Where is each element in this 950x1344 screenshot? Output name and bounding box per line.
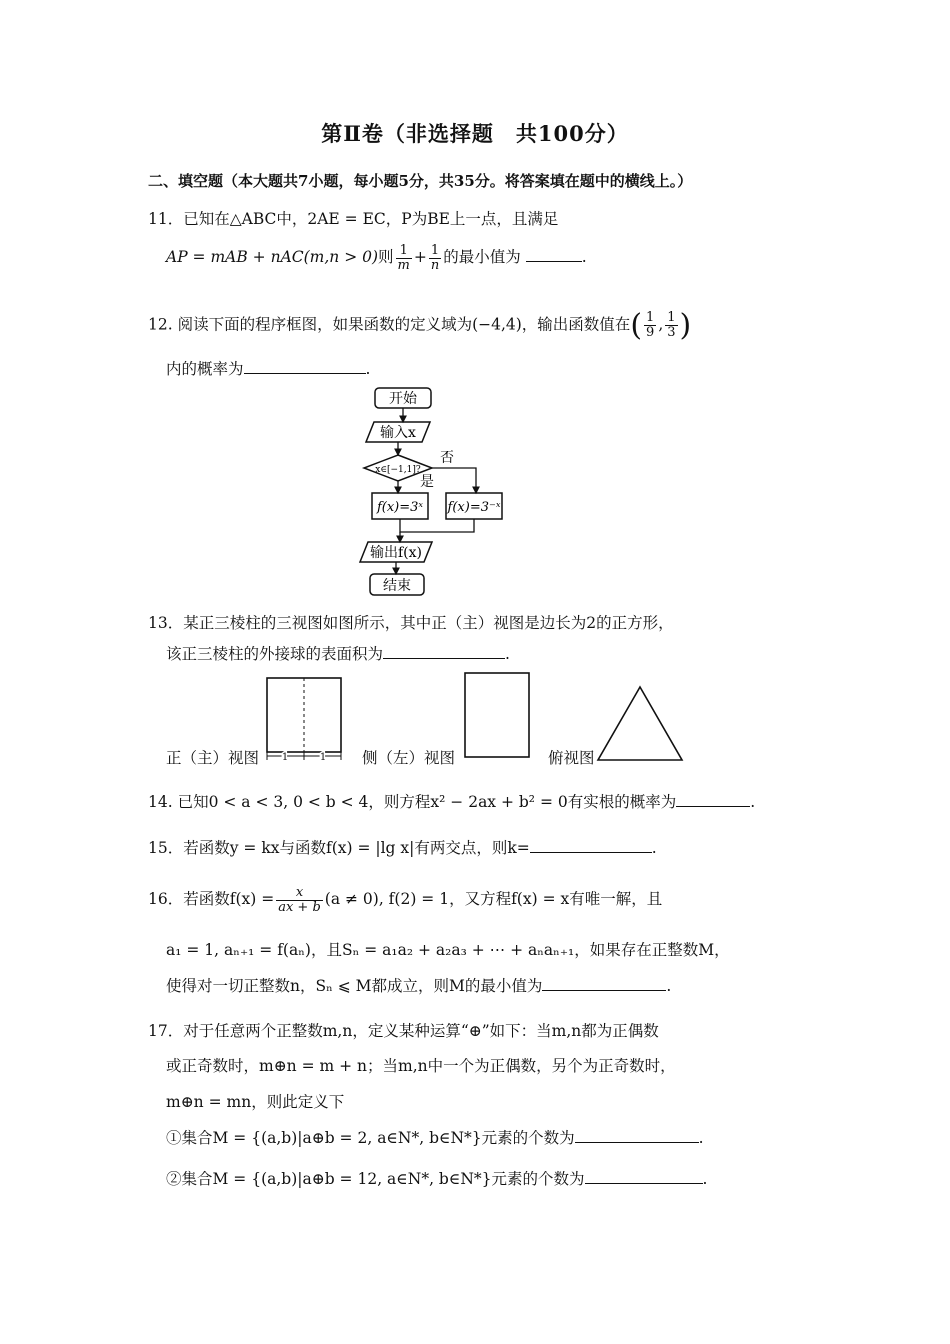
q11-end-text: 的最小值为 bbox=[443, 248, 521, 267]
q13-answer-blank[interactable] bbox=[383, 657, 505, 659]
flow-no-label: 否 bbox=[440, 450, 454, 466]
q17-item1-answer-blank[interactable] bbox=[575, 1141, 699, 1143]
q16-fraction: $\frac{x}{ax + b}$ bbox=[278, 885, 321, 915]
q17-item2-answer-blank[interactable] bbox=[585, 1182, 703, 1184]
flow-start-label: 开始 bbox=[389, 391, 417, 407]
flowchart bbox=[350, 382, 520, 600]
q13-front-label: 正（主）视图 bbox=[166, 749, 260, 767]
front-view-dim-1: 1 bbox=[281, 752, 289, 763]
q12-line1: 12. 阅读下面的程序框图，如果函数的定义域为(−4,4)，输出函数值在 bbox=[148, 315, 631, 334]
front-view-diagram bbox=[262, 676, 346, 766]
part-heading: 二、填空题（本大题共7小题，每小题5分，共35分。将答案填在题中的横线上。） bbox=[148, 172, 693, 190]
q13-top-label: 俯视图 bbox=[548, 749, 595, 767]
q11-answer-blank[interactable] bbox=[526, 260, 582, 262]
q17-line1: 17．对于任意两个正整数m,n，定义某种运算“⊕”如下：当m,n都为正偶数 bbox=[148, 1022, 659, 1040]
q12-interval-2: $\frac{1}{3}$ bbox=[667, 310, 676, 340]
side-view-diagram bbox=[462, 670, 534, 760]
q13-side-label: 侧（左）视图 bbox=[362, 749, 456, 767]
q12-answer-blank[interactable] bbox=[244, 372, 366, 374]
q13-line1: 13．某正三棱柱的三视图如图所示，其中正（主）视图是边长为2的正方形， bbox=[148, 614, 674, 632]
flow-yes-label: 是 bbox=[420, 474, 434, 490]
q12-interval-1: $\frac{1}{9}$ bbox=[646, 310, 655, 340]
q17-item2: ②集合M = {(a,b)|a⊕b = 12, a∈N*, b∈N*}元素的个数为 . bbox=[166, 1170, 708, 1188]
q17-item1: ①集合M = {(a,b)|a⊕b = 2, a∈N*, b∈N*}元素的个数为 . bbox=[166, 1129, 704, 1147]
q16-answer-blank[interactable] bbox=[542, 989, 666, 991]
flow-output-label: 输出f(x) bbox=[369, 545, 423, 561]
flow-right-label: f(x)=3⁻ˣ bbox=[447, 500, 501, 515]
q11-plus: + bbox=[413, 248, 427, 267]
q16-line3: 使得对一切正整数n，Sₙ ⩽ M都成立，则M的最小值为 . bbox=[166, 977, 672, 995]
flow-input-label: 输入x bbox=[380, 425, 416, 441]
q16-line1: 16．若函数f(x) = $\frac{x}{ax + b}$ (a ≠ 0), f(2) = 1，又方程f(x) = x有唯一解，且 bbox=[148, 885, 663, 915]
flow-left-label: f(x)=3ˣ bbox=[376, 500, 424, 515]
flow-condition-label: x∈[−1,1]? bbox=[375, 465, 421, 475]
q11-line1: 11．已知在△ABC中，2AE = EC，P为BE上一点，且满足 bbox=[148, 210, 559, 228]
q16-line2: a₁ = 1, aₙ₊₁ = f(aₙ)，且Sₙ = a₁a₂ + a₂a₃ + ⋯ + aₙaₙ₊₁，如果存在正整数M， bbox=[166, 941, 730, 959]
q11-fraction-2: $\frac{1}{n}$ bbox=[430, 243, 440, 273]
q13-line2: 该正三棱柱的外接球的表面积为 . bbox=[166, 645, 510, 663]
q14-line: 14. 已知0 < a < 3, 0 < b < 4，则方程x² − 2ax + b² = 0有实根的概率为 . bbox=[148, 793, 756, 811]
q11-vector-expr: AP = mAB + nAC(m,n > 0) bbox=[166, 248, 379, 267]
q14-answer-blank[interactable] bbox=[676, 805, 750, 807]
section-title: 第Ⅱ卷（非选择题 共100分） bbox=[321, 121, 629, 146]
front-view-dim-2: 1 bbox=[319, 752, 327, 763]
q12-line2: 内的概率为 . bbox=[166, 360, 371, 378]
q15-line: 15．若函数y = kx与函数f(x) = |lg x|有两交点，则k= . bbox=[148, 839, 657, 857]
q11-line2: AP = mAB + nAC(m,n > 0)则 $\frac{1}{m}$ + $\frac{1}{n}$ 的最小值为 . bbox=[166, 243, 587, 273]
q11-fraction-1: $\frac{1}{m}$ bbox=[397, 243, 410, 273]
q15-answer-blank[interactable] bbox=[530, 851, 652, 853]
top-view-diagram bbox=[594, 684, 686, 764]
q17-line2: 或正奇数时，m⊕n = m + n；当m,n中一个为正偶数，另个为正奇数时， bbox=[166, 1057, 676, 1075]
flow-end-label: 结束 bbox=[383, 578, 411, 594]
q12-line1-wrap: 12. 阅读下面的程序框图，如果函数的定义域为(−4,4)，输出函数值在( $\frac{1}{9}$ , $\frac{1}{3}$ ) bbox=[148, 308, 692, 343]
q17-line3: m⊕n = mn，则此定义下 bbox=[166, 1093, 345, 1111]
q11-then: 则 bbox=[378, 248, 394, 267]
